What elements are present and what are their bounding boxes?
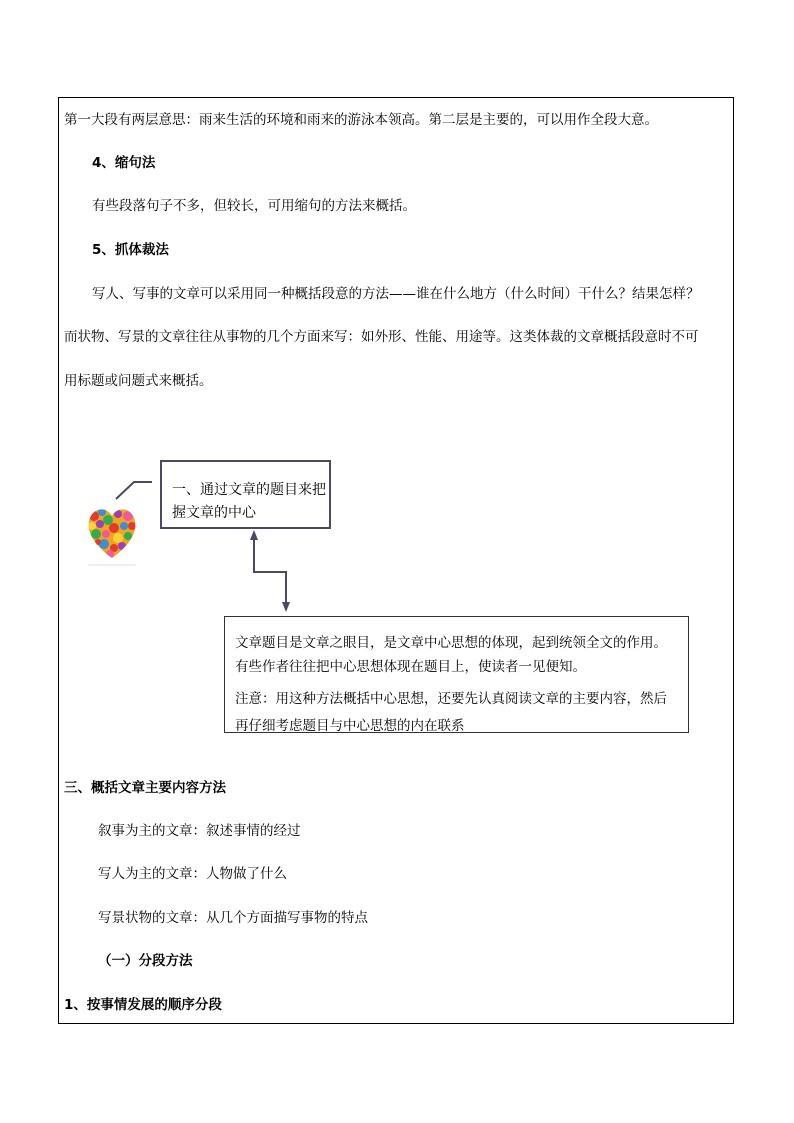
paragraph-text: 而状物、写景的文章往往从事物的几个方面来写：如外形、性能、用途等。这类体裁的文章概括段意时不可: [64, 329, 699, 345]
topic-title-box: [160, 460, 331, 529]
list-item: 写景状物的文章：从几个方面描写事物的特点: [98, 910, 368, 926]
bidirectional-connector: [254, 536, 286, 606]
section-heading: 三、概括文章主要内容方法: [64, 780, 226, 796]
box-text-truncated: 再仔细考虑题目与中心思想的内在联系: [235, 718, 465, 733]
box-text: 文章题目是文章之眼目，是文章中心思想的体现，起到统领全文的作用。: [235, 635, 667, 651]
box-text: 注意：用这种方法概括中心思想，还要先认真阅读文章的主要内容，然后: [235, 691, 667, 707]
list-item: 写人为主的文章：人物做了什么: [98, 866, 287, 882]
subheading: （一）分段方法: [98, 953, 193, 969]
heart-icon: [84, 500, 140, 568]
box-text: 握文章的中心: [172, 505, 256, 521]
explanation-box: [224, 616, 689, 733]
paragraph-text: 写人、写事的文章可以采用同一种概括段意的方法——谁在什么地方（什么时间）干什么？结果怎样？: [92, 286, 700, 302]
arrow-up-icon: [250, 530, 258, 540]
heading-shrink-method: 4、缩句法: [92, 155, 156, 171]
box-text: 有些作者往往把中心思想体现在题目上，使读者一见便知。: [235, 659, 586, 675]
arrow-down-icon: [282, 602, 290, 612]
speech-connector: [116, 482, 152, 499]
paragraph-text: 第一大段有两层意思：雨来生活的环境和雨来的游泳本领高。第二层是主要的，可以用作全段大意。: [64, 112, 658, 128]
paragraph-text: 用标题或问题式来概括。: [64, 373, 213, 389]
list-item: 叙事为主的文章：叙述事情的经过: [98, 823, 301, 839]
box-text: 一、通过文章的题目来把: [172, 482, 326, 498]
point-heading: 1、按事情发展的顺序分段: [64, 997, 222, 1013]
paragraph-text: 有些段落句子不多，但较长，可用缩句的方法来概括。: [92, 198, 416, 214]
heading-genre-method: 5、抓体裁法: [92, 242, 169, 258]
